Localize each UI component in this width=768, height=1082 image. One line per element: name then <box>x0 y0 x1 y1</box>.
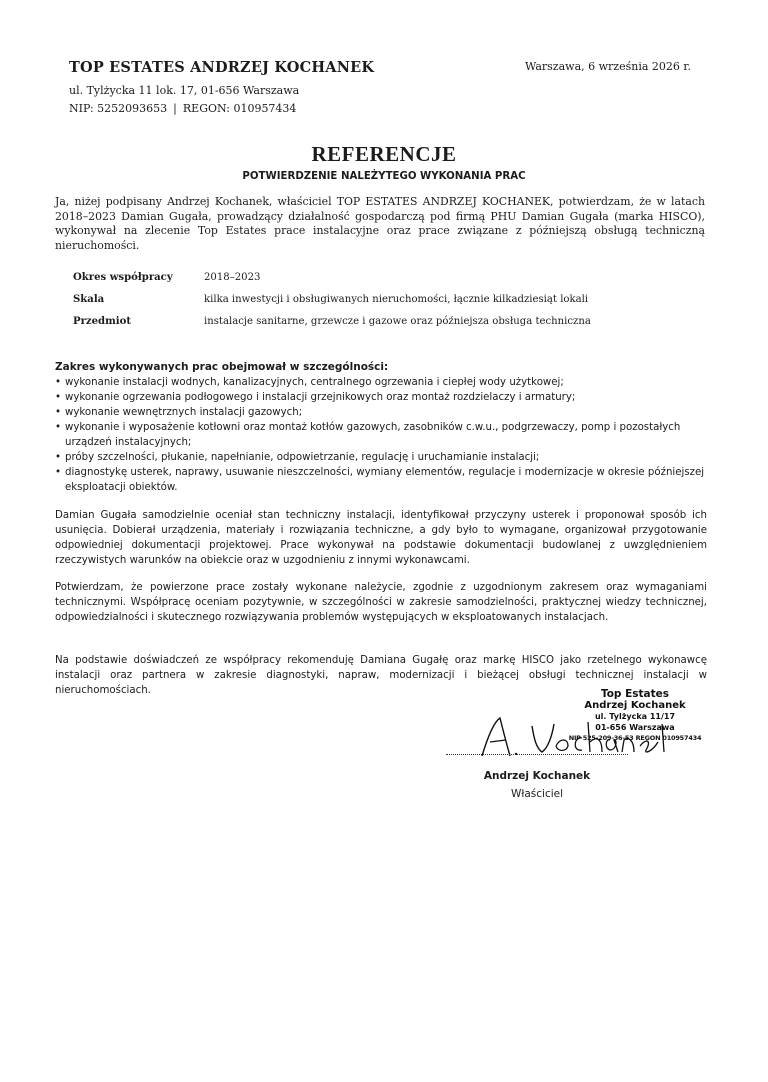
details-label: Okres współpracy <box>73 272 173 283</box>
details-value: 2018–2023 <box>204 272 261 283</box>
letter-date: Warszawa, 6 września 2026 r. <box>525 60 691 73</box>
details-label: Skala <box>73 294 105 305</box>
scope-list-item: • wykonanie ogrzewania podłogowego i instalacji grzejnikowych oraz montaż rozdzielaczy i armatury; <box>55 390 710 405</box>
details-label: Przedmiot <box>73 316 132 327</box>
details-value: instalacje sanitarne, grzewcze i gazowe oraz późniejsza obsługa techniczna <box>204 316 591 327</box>
signer-role: Właściciel <box>510 788 564 800</box>
stamp-line: ul. Tylżycka 11/17 <box>594 712 676 721</box>
intro-paragraph: Ja, niżej podpisany Andrzej Kochanek, właściciel TOP ESTATES ANDRZEJ KOCHANEK, potwierdzam, że w latach 2018–2023 Damian Gugała, prowadzący działalność gospodarczą pod firmą PHU Damian Gugała (marka HISCO), wykonywał na zlecenie Top Estates prace instalacyjne oraz prace związane z późniejszą obsługą techniczną nieruchomości. <box>55 195 705 252</box>
company-nip: NIP: 5252093653 <box>69 102 168 115</box>
scope-list-item: • próby szczelności, płukanie, napełnianie, odpowietrzanie, regulację i uruchamianie instalacji; <box>55 450 710 465</box>
details-row <box>73 271 633 293</box>
details-value: kilka inwestycji i obsługiwanych nieruchomości, łącznie kilkadziesiąt lokali <box>204 294 589 305</box>
stamp-line: Top Estates <box>600 688 670 700</box>
scope-heading: Zakres wykonywanych prac obejmował w szczególności: <box>55 361 389 373</box>
scope-list-item: • wykonanie wewnętrznych instalacji gazowych; <box>55 405 710 420</box>
scope-list-item: • wykonanie instalacji wodnych, kanalizacyjnych, centralnego ogrzewania i ciepłej wody użytkowej; <box>55 375 710 390</box>
cooperation-details-table <box>73 271 633 337</box>
assessment-paragraph: Potwierdzam, że powierzone prace zostały wykonane należycie, zgodnie z uzgodnionym zakresem oraz wymaganiami technicznymi. Współpracę oceniam pozytywnie, w szczególności w zakresie samodzielności, praktycznej wiedzy technicznej, odpowiedzialności i skutecznego rozwiązywania problemów występujących w eksploatowanych instalacjach. <box>55 582 707 623</box>
company-name: TOP ESTATES ANDRZEJ KOCHANEK <box>69 59 375 76</box>
stamp-line: Andrzej Kochanek <box>584 700 686 711</box>
company-address: ul. Tylżycka 11 lok. 17, 01-656 Warszawa <box>69 84 300 97</box>
stamp-line: 01-656 Warszawa <box>595 723 675 732</box>
scope-list <box>55 375 710 495</box>
document-title: REFERENCJE <box>311 142 457 166</box>
scope-list-item: • diagnostykę usterek, naprawy, usuwanie nieszczelności, wymiany elementów, regulacje i modernizacje w okresie późniejszej eksploatacji obiektów. <box>55 465 710 495</box>
identifier-separator: | <box>173 102 177 115</box>
company-identifiers <box>69 102 296 115</box>
scope-list-item: • wykonanie i wyposażenie kotłowni oraz montaż kotłów gazowych, zasobników c.w.u., podgrzewaczy, pomp i pozostałych urządzeń instalacyjnych; <box>55 420 710 450</box>
document-subtitle: POTWIERDZENIE NALEŻYTEGO WYKONANIA PRAC <box>242 171 526 182</box>
company-regon: REGON: 010957434 <box>182 102 297 115</box>
recommendation-paragraph: Na podstawie doświadczeń ze współpracy rekomenduję Damiana Gugałę oraz markę HISCO jako rzetelnego wykonawcę instalacji oraz partnera w zakresie diagnostyki, napraw, modernizacji i bieżącej obsługi technicznej instalacji w nieruchomościach. <box>55 655 707 696</box>
details-row <box>73 293 633 315</box>
stamp-line: NIP 525-209-36-53 REGON 010957434 <box>568 734 702 742</box>
signature-line <box>446 754 628 755</box>
work-description-paragraph: Damian Gugała samodzielnie oceniał stan techniczny instalacji, identyfikował przyczyny usterek i proponował sposób ich usunięcia. Dobierał urządzenia, materiały i rozwiązania techniczne, a gdy było to wymagane, organizował przygotowanie odpowiedniej dokumentacji projektowej. Prace wykonywał na podstawie dokumentacji budowlanej z uwzględnieniem rzeczywistych warunków na obiekcie oraz w uzgodnieniu z innymi wykonawcami. <box>55 510 707 566</box>
details-row <box>73 315 633 337</box>
signer-name: Andrzej Kochanek <box>483 770 591 782</box>
